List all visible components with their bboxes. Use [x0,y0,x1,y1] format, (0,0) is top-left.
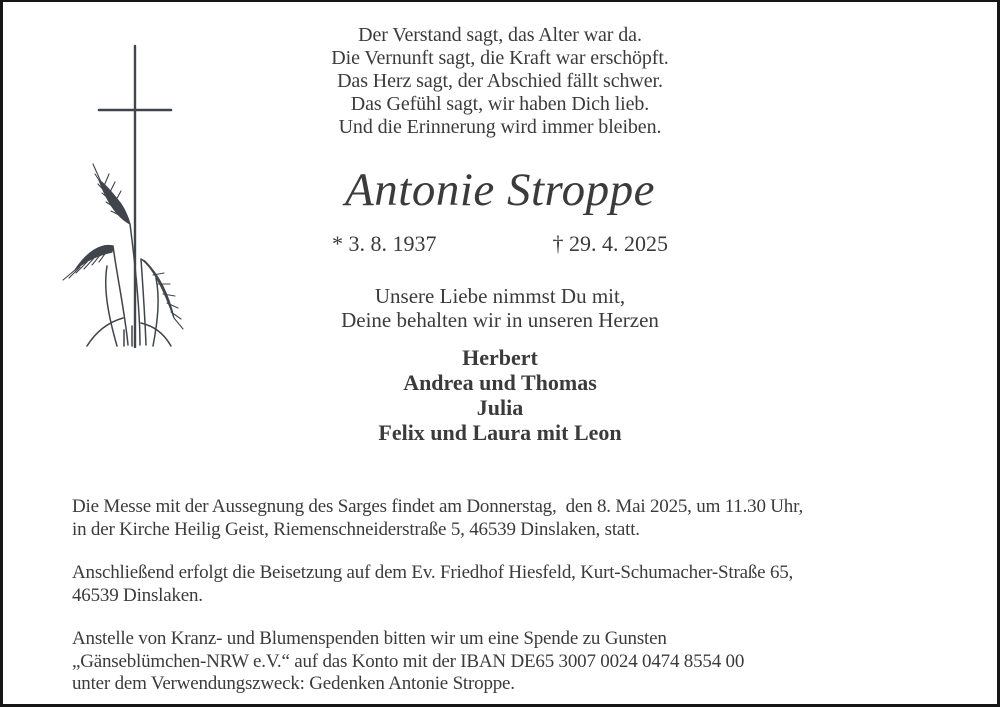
announcement-line: „Gänseblümchen-NRW e.V.“ auf das Konto mit der IBAN DE65 3007 0024 0474 8554 00 [72,650,745,672]
birth-date: * 3. 8. 1937 [332,231,437,256]
poem-line: Das Gefühl sagt, wir haben Dich lieb. [350,93,650,115]
poem-line: Und die Erinnerung wird immer bleiben. [338,116,662,138]
dedication-line: Unsere Liebe nimmst Du mit, [374,284,626,308]
announcements [3,496,997,696]
announcement-line: Anschließend erfolgt die Beisetzung auf dem Ev. Friedhof Hiesfeld, Kurt-Schumacher-Straße 65, [72,562,794,583]
announcement-line: Anstelle von Kranz- und Blumenspenden bitten wir um eine Spende zu Gunsten [72,628,667,649]
mourner-line: Andrea und Thomas [403,370,597,395]
donation-announcement [72,628,961,696]
dedication-line: Deine behalten wir in unseren Herzen [341,307,659,332]
announcement-line: 46539 Dinslaken. [72,584,203,606]
announcement-line: in der Kirche Heilig Geist, Riemenschneiderstraße 5, 46539 Dinslaken, statt. [72,518,640,540]
service-announcement [72,496,961,541]
mourner-line: Felix und Laura mit Leon [378,420,622,445]
poem-line: Das Herz sagt, der Abschied fällt schwer. [337,70,663,92]
mourners-list [3,345,997,445]
death-date: † 29. 4. 2025 [552,231,668,256]
poem-line: Die Vernunft sagt, die Kraft war erschöpft. [331,47,669,69]
burial-announcement [72,562,961,607]
deceased-name: Antonie Stroppe [345,164,655,216]
poem-line: Der Verstand sagt, das Alter war da. [358,24,642,46]
mourner-line: Herbert [462,345,538,370]
cross-and-wheat-icon [57,28,257,348]
mourner-line: Julia [476,395,524,420]
announcement-line: unter dem Verwendungszweck: Gedenken Antonie Stroppe. [72,673,515,694]
announcement-line: Die Messe mit der Aussegnung des Sarges findet am Donnerstag, den 8. Mai 2025, um 11.30 Uhr, [72,496,804,517]
